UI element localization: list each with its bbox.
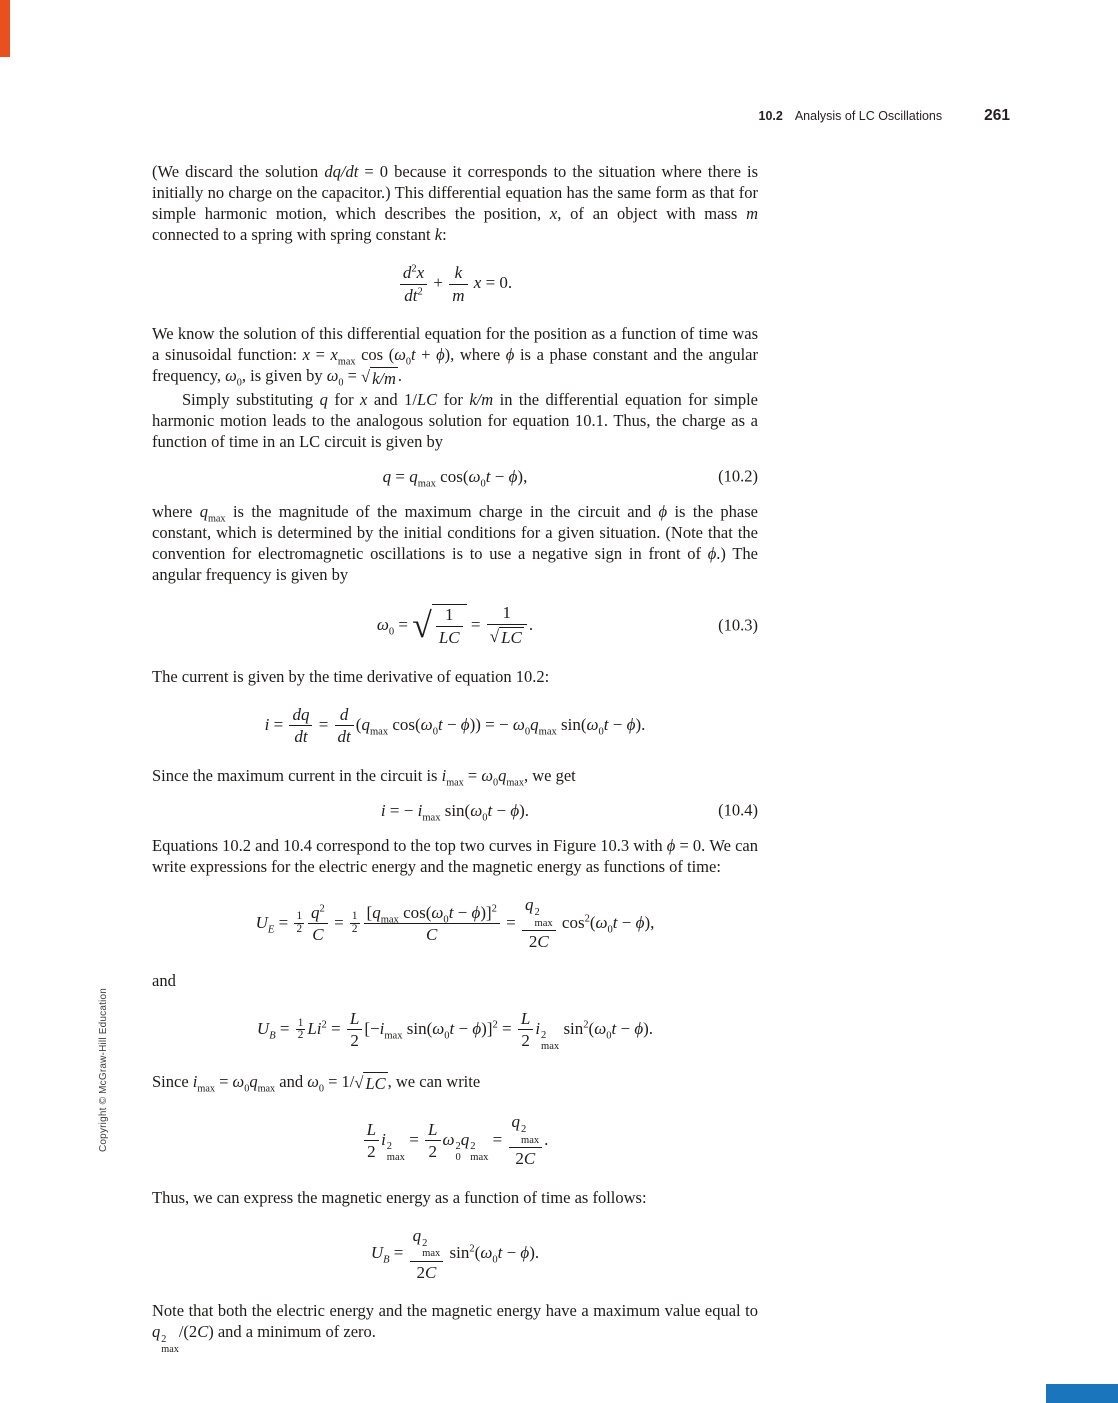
text-column xyxy=(152,161,758,1355)
equation-number-10-3: (10.3) xyxy=(718,615,758,635)
paragraph-substitution: Simply substituting q for x and 1/LC for k/m in the differential equation for simple harmonic motion leads to the analogous solution for equation 10.1. Thus, the charge as a function of time in an LC circuit is given by xyxy=(152,389,758,451)
scan-mark-bottom-right xyxy=(1046,1384,1118,1403)
equation-body: $U_B$ = $\frac{1}{2}$ $Li^2$ = $\frac{L}{2}$ [$-i_{max}$ $\sin(\omega_0t - \phi)]^2$ = $\frac{L}{2}$ i 2 max $\sin^2(\omega_0t - \phi)$. xyxy=(256,1008,654,1053)
paragraph-where-qmax: where $q_{max}$ is the magnitude of the maximum charge in the circuit and ϕ is the phase constant, which is determined by the initial conditions for a given situation. (Note that the convention for electromagnetic oscillations is to use a negative sign in front of ϕ.) The angular frequency is given by xyxy=(152,502,758,585)
section-title: Analysis of LC Oscillations xyxy=(794,109,943,123)
equation-current-10-4 xyxy=(152,800,758,824)
equation-charge-10-2 xyxy=(152,466,758,490)
paragraph-sinusoidal-solution: We know the solution of this differential equation for the position as a function of time was a sinusoidal function: $x = x_{max}$ $\cos (\omega_0t + \phi)$, where ϕ is a phase constant and the angular frequency, $\omega_0$, is given by $\omega_0$ = √ k/m . xyxy=(152,324,758,389)
copyright-sidebar: Copyright © McGraw-Hill Education xyxy=(98,987,109,1152)
paragraph-note-maximum: Note that both the electric energy and the magnetic energy have a maximum value equal to q 2 max /(2C) and a minimum of zero. xyxy=(152,1301,758,1355)
paragraph-maximum-current: Since the maximum current in the circuit is $i_{max} = \omega_0q_{max}$, we get xyxy=(152,765,576,789)
equation-body: i = − $i_{max}$ $\sin(\omega_0t - \phi)$. xyxy=(380,800,530,824)
equation-body: i = $\frac{dq}{dt}$ = $\frac{d}{dt}$ ($q_{max}$ $\cos(\omega_0t - \phi)$) = − $\omega_0q_{max}$ $\sin(\omega_0t - \phi)$. xyxy=(264,704,646,747)
equation-electric-energy xyxy=(152,895,758,951)
page-number: 261 xyxy=(984,107,1010,124)
section-number: 10.2 xyxy=(758,109,783,123)
equation-angular-frequency-10-3 xyxy=(152,603,758,647)
equation-simple-harmonic-motion xyxy=(152,263,758,305)
equation-magnetic-energy-time xyxy=(152,1226,758,1282)
paragraph-thus: Thus, we can express the magnetic energy as a function of time as follows: xyxy=(152,1187,647,1207)
equation-current-derivative xyxy=(152,705,758,747)
paragraph-current-derivative-intro: The current is given by the time derivative of equation 10.2: xyxy=(152,666,550,686)
equation-body: $U_E$ = $\frac{1}{2}$ $\frac{q^2}{C}$ = $\frac{1}{2}$ $\frac{[q_{max} \cos(\omega_0t - \phi)]^2}{C}$ = q 2 max 2C $\cos^2(\omega_0t - \phi)$, xyxy=(255,895,655,952)
running-head xyxy=(759,107,1011,125)
paragraph-figure-reference: Equations 10.2 and 10.4 correspond to the top two curves in Figure 10.3 with ϕ = 0. We can write expressions for the electric energy and the magnetic energy as functions of time: xyxy=(152,836,759,877)
equation-energy-equality xyxy=(152,1112,758,1168)
paragraph-discard-solution: (We discard the solution dq/dt = 0 because it corresponds to the situation where there is initially no charge on the capacitor.) This differential equation has the same form as that for simple harmonic motion, which describes the position, x, of an object with mass m connected to a spring with spring constant k: xyxy=(152,162,759,244)
equation-number-10-4: (10.4) xyxy=(718,800,758,820)
equation-body: $U_B$ = q 2 max 2C $\sin^2(\omega_0t - \phi)$. xyxy=(370,1225,540,1282)
paragraph-since-imax: Since $i_{max} = \omega_0q_{max}$ and $\omega_0 = 1/√$ LC , we can write xyxy=(152,1071,481,1094)
equation-body: $\omega_0$ = √ $\frac{1}{LC}$ = $\frac{1}{√ LC}$ . xyxy=(376,603,534,648)
equation-number-10-2: (10.2) xyxy=(718,466,758,486)
paragraph-and: and xyxy=(152,970,176,990)
equation-body: $q = q_{max}$ $\cos(\omega_0t - \phi)$, xyxy=(382,466,528,490)
equation-body: $\frac{d^2x}{dt^2}$ + $\frac{k}{m}$ x = 0. xyxy=(398,273,512,292)
equation-body: $\frac{L}{2}$ i 2 max = $\frac{L}{2}$ ω 2 0 q 2 max = q 2 max 2C . xyxy=(362,1130,549,1149)
scan-mark-top-left xyxy=(0,0,10,57)
equation-magnetic-energy xyxy=(152,1009,758,1053)
